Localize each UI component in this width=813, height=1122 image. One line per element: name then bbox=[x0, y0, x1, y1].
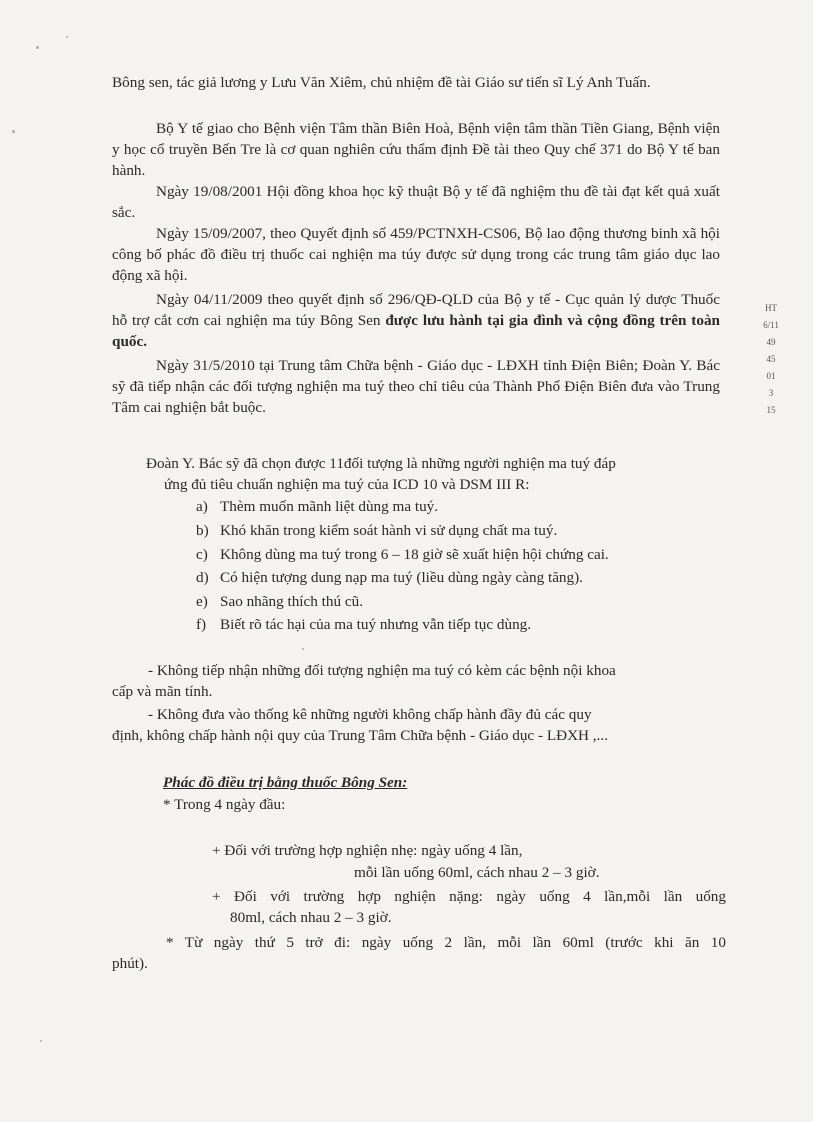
regimen-severe-line-2: 80ml, cách nhau 2 – 3 giờ. bbox=[230, 909, 392, 926]
regimen-mild-line-1: + Đối với trường hợp nghiện nhẹ: ngày uống 4 lần, bbox=[212, 842, 523, 859]
criterion-a: a) Thèm muốn mãnh liệt dùng ma tuý. bbox=[196, 498, 439, 515]
regimen-severe-line-1: + Đối với trường hợp nghiện nặng: ngày uống 4 lần,mỗi lần uống bbox=[212, 888, 726, 905]
criterion-e: e) Sao nhãng thích thú cũ. bbox=[196, 593, 363, 610]
selection-line-1: Đoàn Y. Bác sỹ đã chọn được 11đối tượng là những người nghiện ma tuý đáp bbox=[146, 455, 616, 472]
bold-phrase: được lưu hành tại gia đình và cộng đồng trên toàn quốc. bbox=[112, 312, 720, 350]
scan-speck bbox=[36, 46, 39, 49]
paragraph-2: Bộ Y tế giao cho Bệnh viện Tâm thần Biên Hoà, Bệnh viện tâm thần Tiền Giang, Bệnh viện y học cổ truyền Bến Tre là cơ quan nghiên cứu thẩm định Đề tài theo Quy chế 371 do Bộ Y tế ban hành. bbox=[112, 120, 720, 179]
paragraph-4: Ngày 15/09/2007, theo Quyết định số 459/PCTNXH-CS06, Bộ lao động thương binh xã hội công bố phác đồ điều trị thuốc cai nghiện ma túy được sử dụng trong các trung tâm giáo dục lao động xã hội. bbox=[112, 225, 720, 284]
paragraph-1: Bông sen, tác giả lương y Lưu Văn Xiêm, chủ nhiệm đề tài Giáo sư tiến sĩ Lý Anh Tuấn. bbox=[112, 74, 651, 91]
exclusion-1-line-2: cấp và mãn tính. bbox=[112, 683, 213, 700]
regimen-day5-line-1: * Từ ngày thứ 5 trở đi: ngày uống 2 lần, mỗi lần 60ml (trước khi ăn 10 bbox=[166, 934, 726, 951]
exclusion-1-line-1: - Không tiếp nhận những đối tượng nghiện ma tuý có kèm các bệnh nội khoa bbox=[148, 662, 616, 679]
exclusion-2-line-2: định, không chấp hành nội quy của Trung Tâm Chữa bệnh - Giáo dục - LĐXH ,... bbox=[112, 727, 608, 744]
selection-line-2: ứng đủ tiêu chuẩn nghiện ma tuý của ICD 10 và DSM III R: bbox=[164, 476, 530, 493]
exclusion-2-line-1: - Không đưa vào thống kê những người không chấp hành đầy đủ các quy bbox=[148, 706, 592, 723]
paragraph-6: Ngày 31/5/2010 tại Trung tâm Chữa bệnh - Giáo dục - LĐXH tỉnh Điện Biên; Đoàn Y. Bác sỹ đã tiếp nhận các đối tượng nghiện ma tuý theo chỉ tiêu của Thành Phố Điện Biên đưa vào Trung Tâm cai nghiện bắt buộc. bbox=[112, 357, 720, 416]
paragraph-5: Ngày 04/11/2009 theo quyết định số 296/QĐ-QLD của Bộ y tế - Cục quản lý dược Thuốc hỗ trợ cắt cơn cai nghiện ma túy Bông Sen được lưu hành tại gia đình và cộng đồng trên toàn quốc. bbox=[112, 291, 720, 350]
criterion-f: f) Biết rõ tác hại của ma tuý nhưng vẫn tiếp tục dùng. bbox=[196, 616, 532, 633]
scan-speck bbox=[302, 648, 304, 650]
scan-speck bbox=[40, 1040, 42, 1042]
scan-speck bbox=[12, 130, 15, 133]
margin-handwritten-note: HT 6/11 49 45 01 3 15 bbox=[763, 303, 779, 415]
regimen-first-days: * Trong 4 ngày đầu: bbox=[163, 796, 286, 813]
scan-speck bbox=[66, 36, 68, 38]
regimen-title: Phác đồ điều trị bằng thuốc Bông Sen: bbox=[163, 774, 408, 791]
regimen-mild-line-2: mỗi lần uống 60ml, cách nhau 2 – 3 giờ. bbox=[354, 864, 600, 881]
criterion-c: c) Không dùng ma tuý trong 6 – 18 giờ sẽ xuất hiện hội chứng cai. bbox=[196, 546, 609, 563]
criterion-d: d) Có hiện tượng dung nạp ma tuý (liều dùng ngày càng tăng). bbox=[196, 569, 583, 586]
regimen-day5-line-2: phút). bbox=[112, 955, 148, 972]
criterion-b: b) Khó khăn trong kiểm soát hành vi sử dụng chất ma tuý. bbox=[196, 522, 558, 539]
paragraph-3: Ngày 19/08/2001 Hội đồng khoa học kỹ thuật Bộ y tế đã nghiệm thu đề tài đạt kết quả xuất sắc. bbox=[112, 183, 720, 221]
